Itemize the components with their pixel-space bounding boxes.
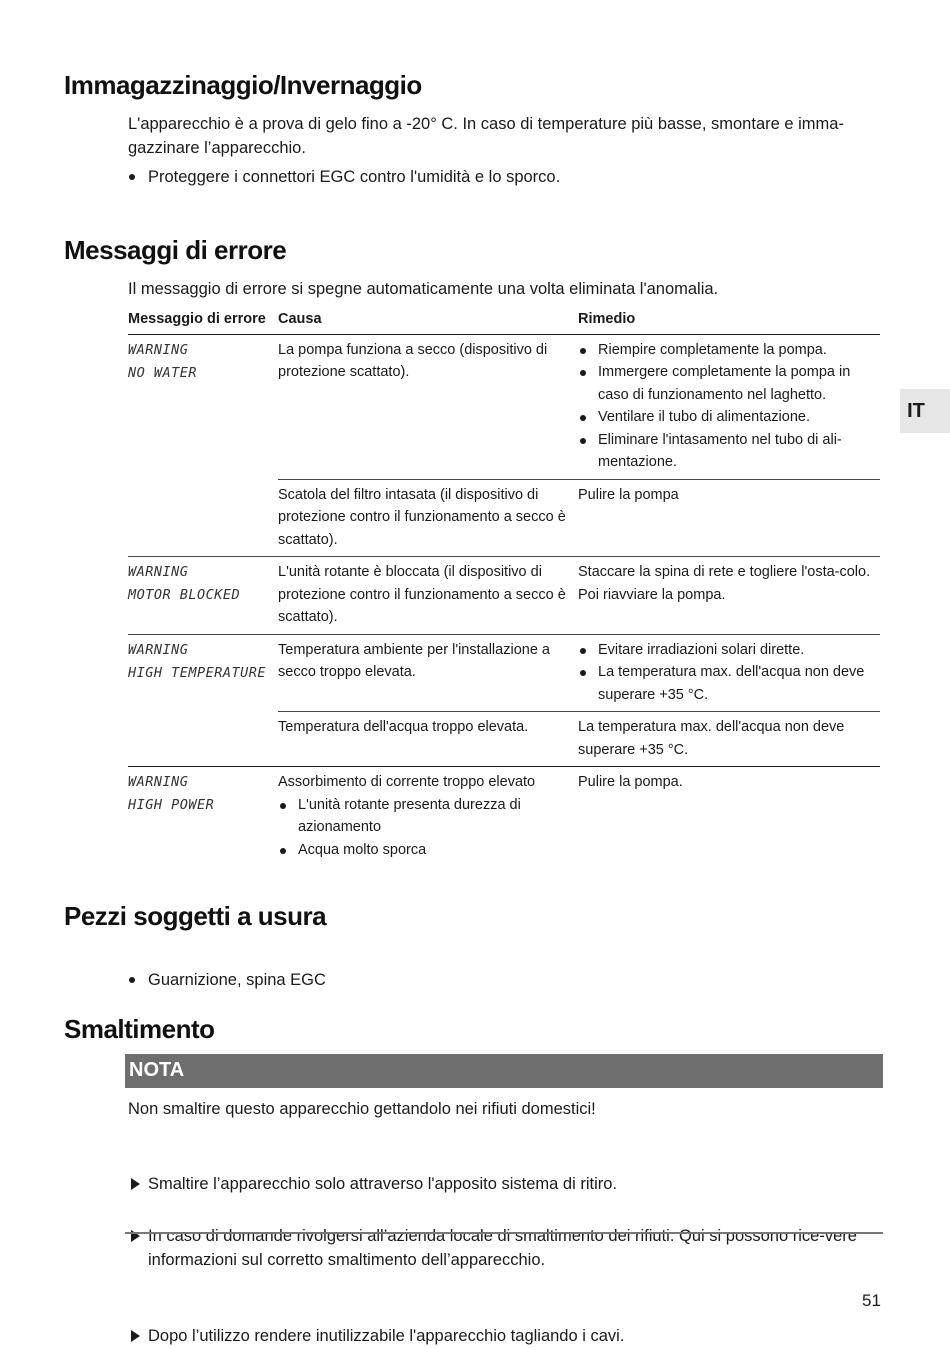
cause-cell: Temperatura ambiente per l'installazione a secco troppo elevata. <box>278 634 578 712</box>
cause-cell: Temperatura dell'acqua troppo elevata. <box>278 712 578 767</box>
col-header-cause: Causa <box>278 306 578 334</box>
remedy-bullet: Eliminare l'intasamento nel tubo di ali-mentazione. <box>578 429 876 474</box>
storage-paragraph-line-2: gazzinare l’apparecchio. <box>128 139 306 157</box>
error-code-cell <box>128 334 278 557</box>
error-code-line-2: NO WATER <box>128 364 198 381</box>
errors-intro: Il messaggio di errore si spegne automaticamente una volta eliminata l'anomalia. <box>128 280 719 298</box>
error-code-cell <box>128 634 278 767</box>
remedy-bullet: La temperatura max. dell'acqua non deve superare +35 °C. <box>578 661 876 706</box>
error-code-line-2: HIGH POWER <box>128 797 215 813</box>
cause-cell <box>278 767 578 867</box>
cause-bullet: Acqua molto sporca <box>278 839 574 862</box>
storage-paragraph-line-1: L'apparecchio è a prova di gelo fino a -20° C. In caso di temperature più basse, smontare e imma- <box>128 115 844 133</box>
wear-parts-bullet: Guarnizione, spina EGC <box>128 968 900 992</box>
note-text: Non smaltire questo apparecchio gettandolo nei rifiuti domestici! <box>128 1100 596 1118</box>
cause-bullet: L'unità rotante presenta durezza di azionamento <box>278 794 574 839</box>
error-code-line-1: WARNING <box>128 341 189 358</box>
remedy-bullet: Evitare irradiazioni solari dirette. <box>578 639 876 662</box>
disposal-step: Smaltire l’apparecchio solo attraverso l'apposito sistema di ritiro. <box>128 1172 900 1196</box>
remedy-bullet: Immergere completamente la pompa in caso di funzionamento nel laghetto. <box>578 361 876 406</box>
error-code-line-1: WARNING <box>128 641 189 658</box>
remedy-cell: La temperatura max. dell'acqua non deve superare +35 °C. <box>578 712 880 767</box>
remedy-cell: Pulire la pompa <box>578 479 880 557</box>
remedy-bullet: Ventilare il tubo di alimentazione. <box>578 406 876 429</box>
remedy-cell: Staccare la spina di rete e togliere l'osta-colo. Poi riavviare la pompa. <box>578 557 880 635</box>
cause-text: Assorbimento di corrente troppo elevato <box>278 774 536 790</box>
storage-bullet: Proteggere i connettori EGC contro l'umidità e lo sporco. <box>128 165 900 189</box>
wear-parts-heading: Pezzi soggetti a usura <box>64 901 327 931</box>
remedy-cell: Pulire la pompa. <box>578 767 880 867</box>
table-row <box>128 767 880 867</box>
col-header-remedy: Rimedio <box>578 306 880 334</box>
remedy-cell <box>578 634 880 712</box>
note-end-rule <box>125 1232 883 1234</box>
disposal-step: Dopo l’utilizzo rendere inutilizzabile l'apparecchio tagliando i cavi. <box>128 1324 900 1348</box>
cause-cell: Scatola del filtro intasata (il dispositivo di protezione contro il funzionamento a secco è scattato). <box>278 479 578 557</box>
cause-cell: La pompa funziona a secco (dispositivo di protezione scattato). <box>278 341 548 380</box>
col-header-message: Messaggio di errore <box>128 306 278 334</box>
error-code-cell <box>128 557 278 635</box>
note-banner: NOTA <box>125 1054 883 1088</box>
error-code-line-1: WARNING <box>128 564 189 580</box>
table-row <box>128 634 880 712</box>
table-row <box>128 334 880 479</box>
page-number: 51 <box>862 1291 881 1310</box>
table-row <box>128 557 880 635</box>
error-code-cell <box>128 767 278 867</box>
error-code-line-1: WARNING <box>128 774 189 790</box>
storage-heading: Immagazzinaggio/Invernaggio <box>64 70 422 100</box>
disposal-heading: Smaltimento <box>64 1014 215 1044</box>
cause-cell: L'unità rotante è bloccata (il dispositivo di protezione contro il funzionamento a secco è scattato). <box>278 557 578 635</box>
errors-heading: Messaggi di errore <box>64 235 287 265</box>
disposal-step: In caso di domande rivolgersi all’azienda locale di smaltimento dei rifiuti. Qui si possono rice-vere informazioni sul corretto smaltimento dell’apparecchio. <box>128 1224 883 1272</box>
error-code-line-2: HIGH TEMPERATURE <box>128 664 267 681</box>
language-tab: IT <box>900 389 950 433</box>
error-table <box>128 306 880 866</box>
remedy-bullet: Riempire completamente la pompa. <box>578 339 876 362</box>
error-code-line-2: MOTOR BLOCKED <box>128 587 241 603</box>
remedy-cell <box>578 334 880 479</box>
